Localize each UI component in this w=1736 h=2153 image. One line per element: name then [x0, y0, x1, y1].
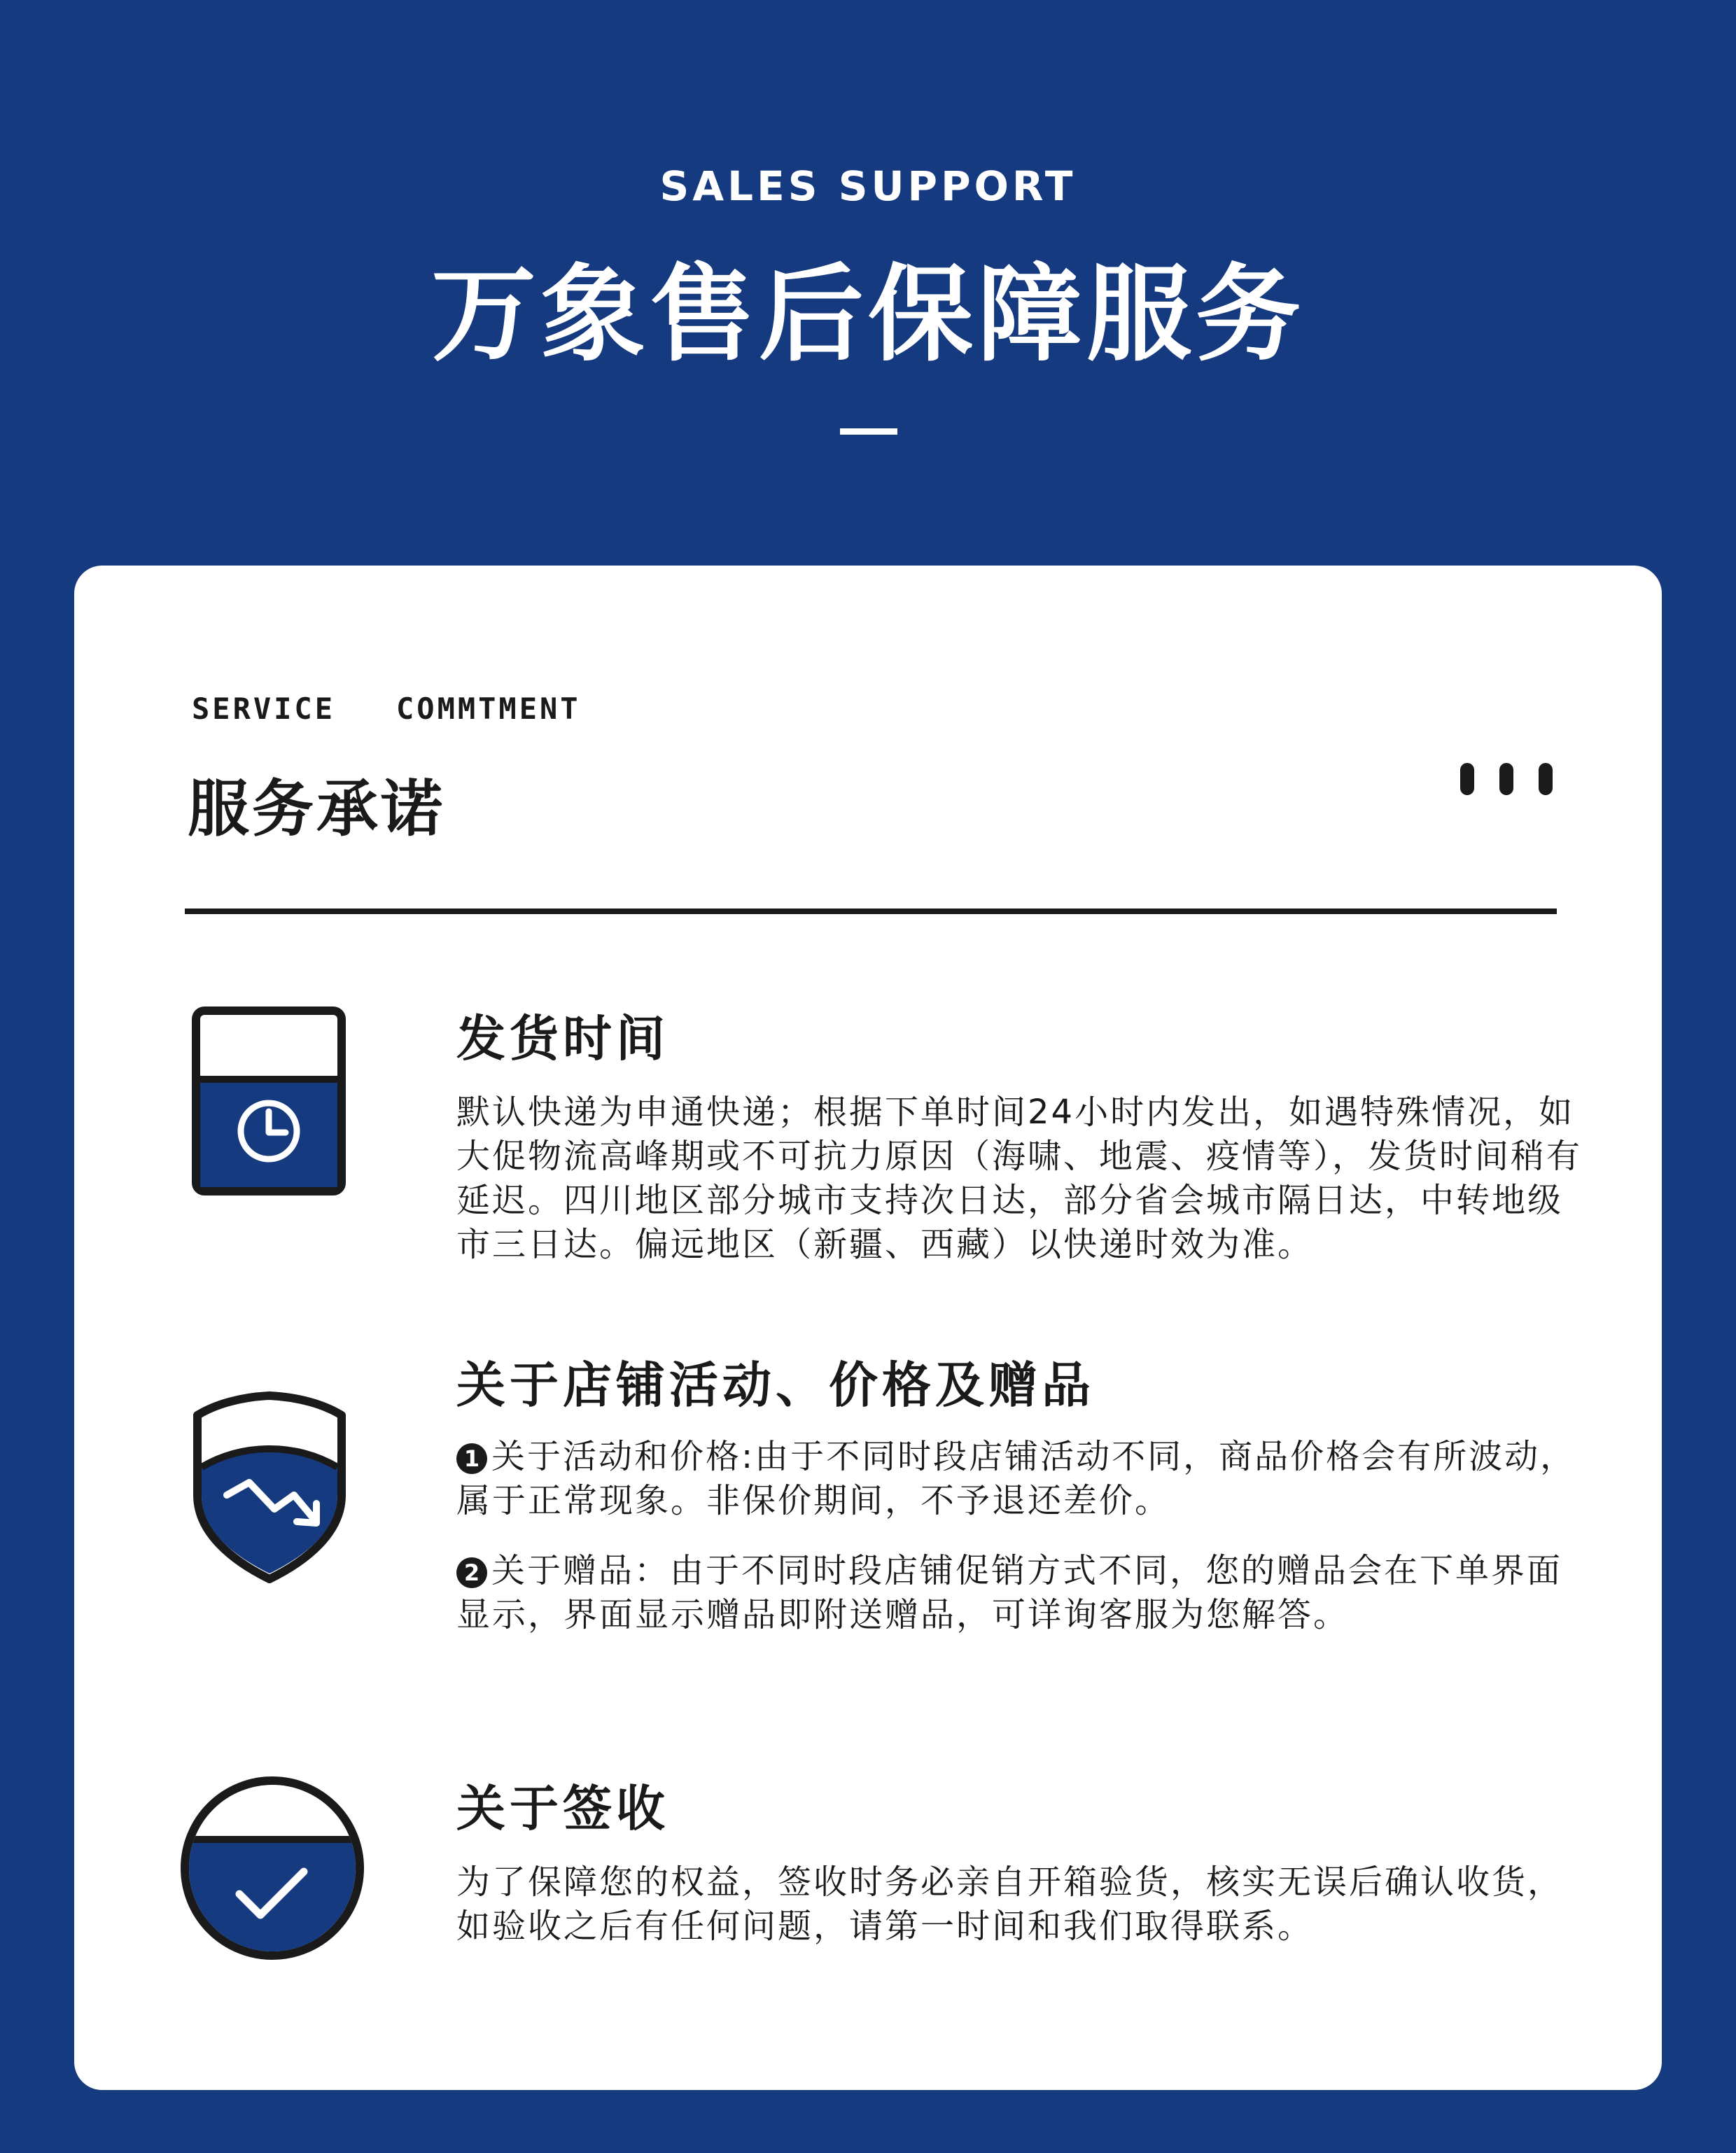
- paragraph-text: 关于活动和价格:由于不同时段店铺活动不同，商品价格会有所波动，属于正常现象。非保价期间，不予退还差价。: [456, 1437, 1576, 1520]
- number-badge: 1: [456, 1443, 487, 1474]
- section-title-activity-price-gifts: 关于店铺活动、价格及赠品: [456, 1356, 1095, 1414]
- service-commitment-card: [74, 566, 1662, 2090]
- section-body-receipt: 为了保障您的权益，签收时务必亲自开箱验货，核实无误后确认收货，如验收之后有任何问题，请第一时间和我们取得联系。: [456, 1863, 1564, 1946]
- section-paragraph-activity-price: [456, 1435, 1583, 1523]
- card-divider: [185, 909, 1557, 914]
- card-title: 服务承诺: [188, 773, 446, 845]
- number-badge: 2: [456, 1557, 487, 1588]
- page-subtitle: SALES SUPPORT: [659, 162, 1077, 210]
- section-title-shipping: 发货时间: [456, 1010, 669, 1067]
- title-divider: [840, 428, 897, 435]
- page-title: 万象售后保障服务: [430, 254, 1305, 376]
- card-eyebrow-commitment: COMMTMENT: [396, 692, 581, 726]
- paragraph-text: 关于赠品：由于不同时段店铺促销方式不同，您的赠品会在下单界面显示，界面显示赠品即附送赠品，可详询客服为您解答。: [456, 1551, 1563, 1634]
- section-body-shipping: 默认快递为申通快递；根据下单时间24小时内发出，如遇特殊情况，如大促物流高峰期或不可抗力原因（海啸、地震、疫情等），发货时间稍有延迟。四川地区部分城市支持次日达，部分省会城市隔日达，中转地级市三日达。偏远地区（新疆、西藏）以快递时效为准。: [456, 1093, 1583, 1264]
- shield-price-down-icon: [192, 1390, 347, 1586]
- card-eyebrow-service: SERVICE: [192, 692, 336, 726]
- page-header: [0, 0, 1736, 560]
- more-dots-icon[interactable]: [1460, 763, 1558, 798]
- calendar-clock-icon: [192, 1007, 346, 1195]
- section-paragraph-gifts: [456, 1549, 1583, 1637]
- section-title-receipt: 关于签收: [456, 1780, 669, 1837]
- circle-check-icon: [179, 1775, 365, 1961]
